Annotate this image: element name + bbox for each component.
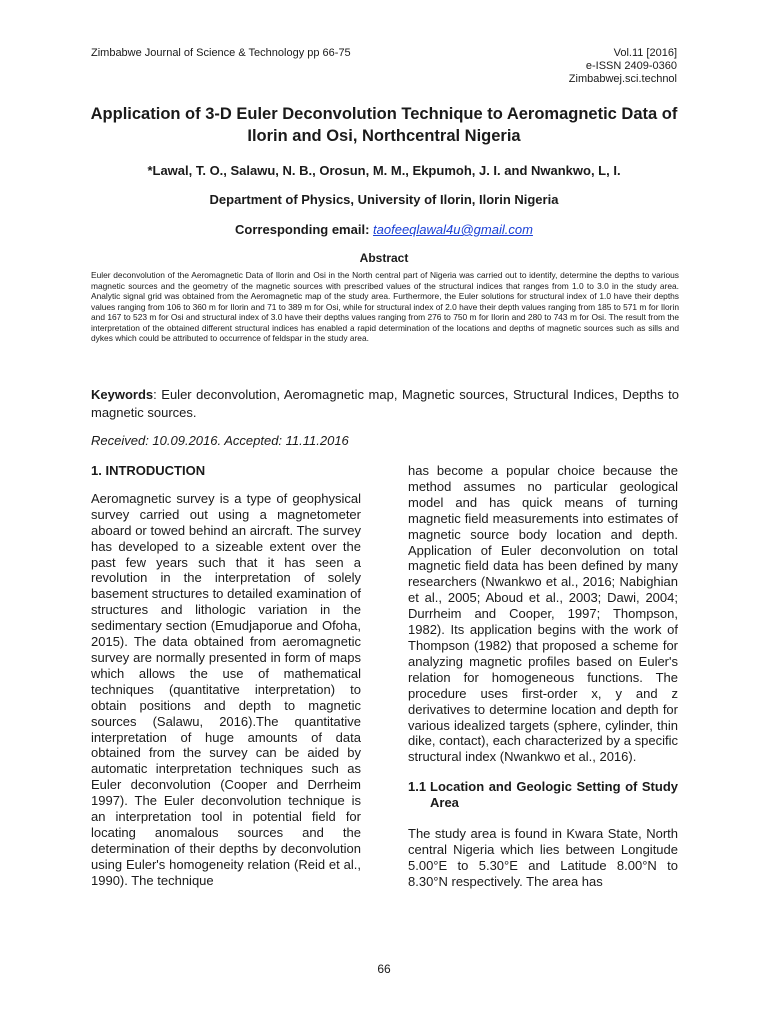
right-column	[408, 463, 678, 890]
email-link[interactable]: taofeeqlawal4u@gmail.com	[373, 222, 533, 237]
page-number: 66	[377, 962, 391, 976]
author-list: *Lawal, T. O., Salawu, N. B., Orosun, M. M., Ekpumoh, J. I. and Nwankwo, L, I.	[147, 163, 621, 178]
volume-header	[569, 47, 677, 86]
volume-label: Vol.11 [2016]	[613, 47, 677, 59]
paper-title: Application of 3-D Euler Deconvolution Technique to Aeromagnetic Data of Ilorin and Osi, Northcentral Nigeria	[90, 105, 678, 145]
received-dates: Received: 10.09.2016. Accepted: 11.11.2016	[91, 433, 349, 448]
email-label: Corresponding email:	[235, 222, 370, 237]
affiliation: Department of Physics, University of Ilorin, Ilorin Nigeria	[209, 192, 559, 207]
issn-label: e-ISSN 2409-0360	[585, 60, 677, 72]
keywords-label: Keywords	[91, 387, 154, 402]
keywords-text: : Euler deconvolution, Aeromagnetic map, Magnetic sources, Structural Indices, Depths to magnetic sources.	[91, 387, 679, 420]
left-column	[91, 463, 361, 889]
subsection-heading	[408, 779, 678, 811]
subsection-number: 1.1	[408, 779, 427, 795]
abstract-heading: Abstract	[359, 251, 409, 265]
study-area-paragraph: The study area is found in Kwara State, North central Nigeria which lies between Longitude 5.00°E to 5.30°E and Latitude 8.00°N to 8.30°N respectively. The area has	[408, 826, 678, 889]
introduction-heading: 1. INTRODUCTION	[91, 463, 206, 478]
introduction-paragraph: Aeromagnetic survey is a type of geophysical survey carried out using a magnetometer aboard or towed behind an aircraft. The survey has developed to a sizeable extent over the past few years such that it has seen a revolution in the interpretation of solely basement structures to detailed examination of structures and lithologic variation in the sedimentary section (Emudjaporue and Ofoha, 2015). The data obtained from aeromagnetic survey are normally presented in form of maps which allows the use of mathematical techniques (quantitative interpretation) to obtain positions and depth to magnetic sources (Salawu, 2016).The quantitative interpretation of huge amounts of data obtained from the survey can be aided by automatic interpretation techniques such as Euler deconvolution (Cooper and Derrheim 1997). The Euler deconvolution technique is an interpretation tool in potential field for locating anomalous sources and the determination of their depths by deconvolution using Euler's homogeneity relation (Reid et al., 1990). The technique	[91, 490, 361, 888]
corresponding-email-line	[70, 222, 698, 237]
subsection-title: Location and Geologic Setting of Study Area	[430, 779, 678, 811]
introduction-paragraph-continued: has become a popular choice because the method assumes no particular geological model and has quick means of turning magnetic field measurements into estimates of magnetic source body location and depth. Application of Euler deconvolution on total magnetic field data has been defined by many researchers (Nwankwo et al., 2016; Nabighian et al., 2005; Aboud et al., 2003; Dawi, 2004; Durrheim and Cooper, 1997; Thompson, 1982). Its application begins with the work of Thompson (1982) that proposed a scheme for analyzing magnetic profiles based on Euler's relation for homogeneous functions. The procedure uses first-order x, y and z derivatives to determine location and depth for various idealized targets (sphere, cylinder, thin dike, contact), each characterized by a specific structural index (Nwankwo et al., 2016).	[408, 463, 678, 765]
abstract-text: Euler deconvolution of the Aeromagnetic Data of Ilorin and Osi in the North central part of Nigeria was carried out to identify, determine the depths to various magnetic sources and the geometry of the magnetic sources with prescribed values of the structural indices that ranges from 1.0 to 3.0 in the study area. Analytic signal grid was obtained from the Aeromagnetic map of the study area. Furthermore, the Euler solutions for structural index of 1.0 have their depths values ranging from 106 to 360 m for Ilorin and 71 to 389 m for Osi, while for structural index of 2.0 have their depth values ranging from 185 to 571 m for Ilorin and 167 to 523 m for Osi and structural index of 3.0 have their depths values ranging from 276 to 750 m for Ilorin and 280 to 743 m for Osi. The result from the interpretation of the obtained different structural indices has enabled a rapid determination of the locations and depths of magnetic sources such as sills and dykes which could be attributed to occurrence of feldspar in the study area.	[91, 270, 679, 343]
keywords	[91, 386, 679, 422]
journal-site-label: Zimbabwej.sci.technol	[568, 73, 677, 85]
journal-header: Zimbabwe Journal of Science & Technology pp 66-75	[91, 47, 351, 59]
